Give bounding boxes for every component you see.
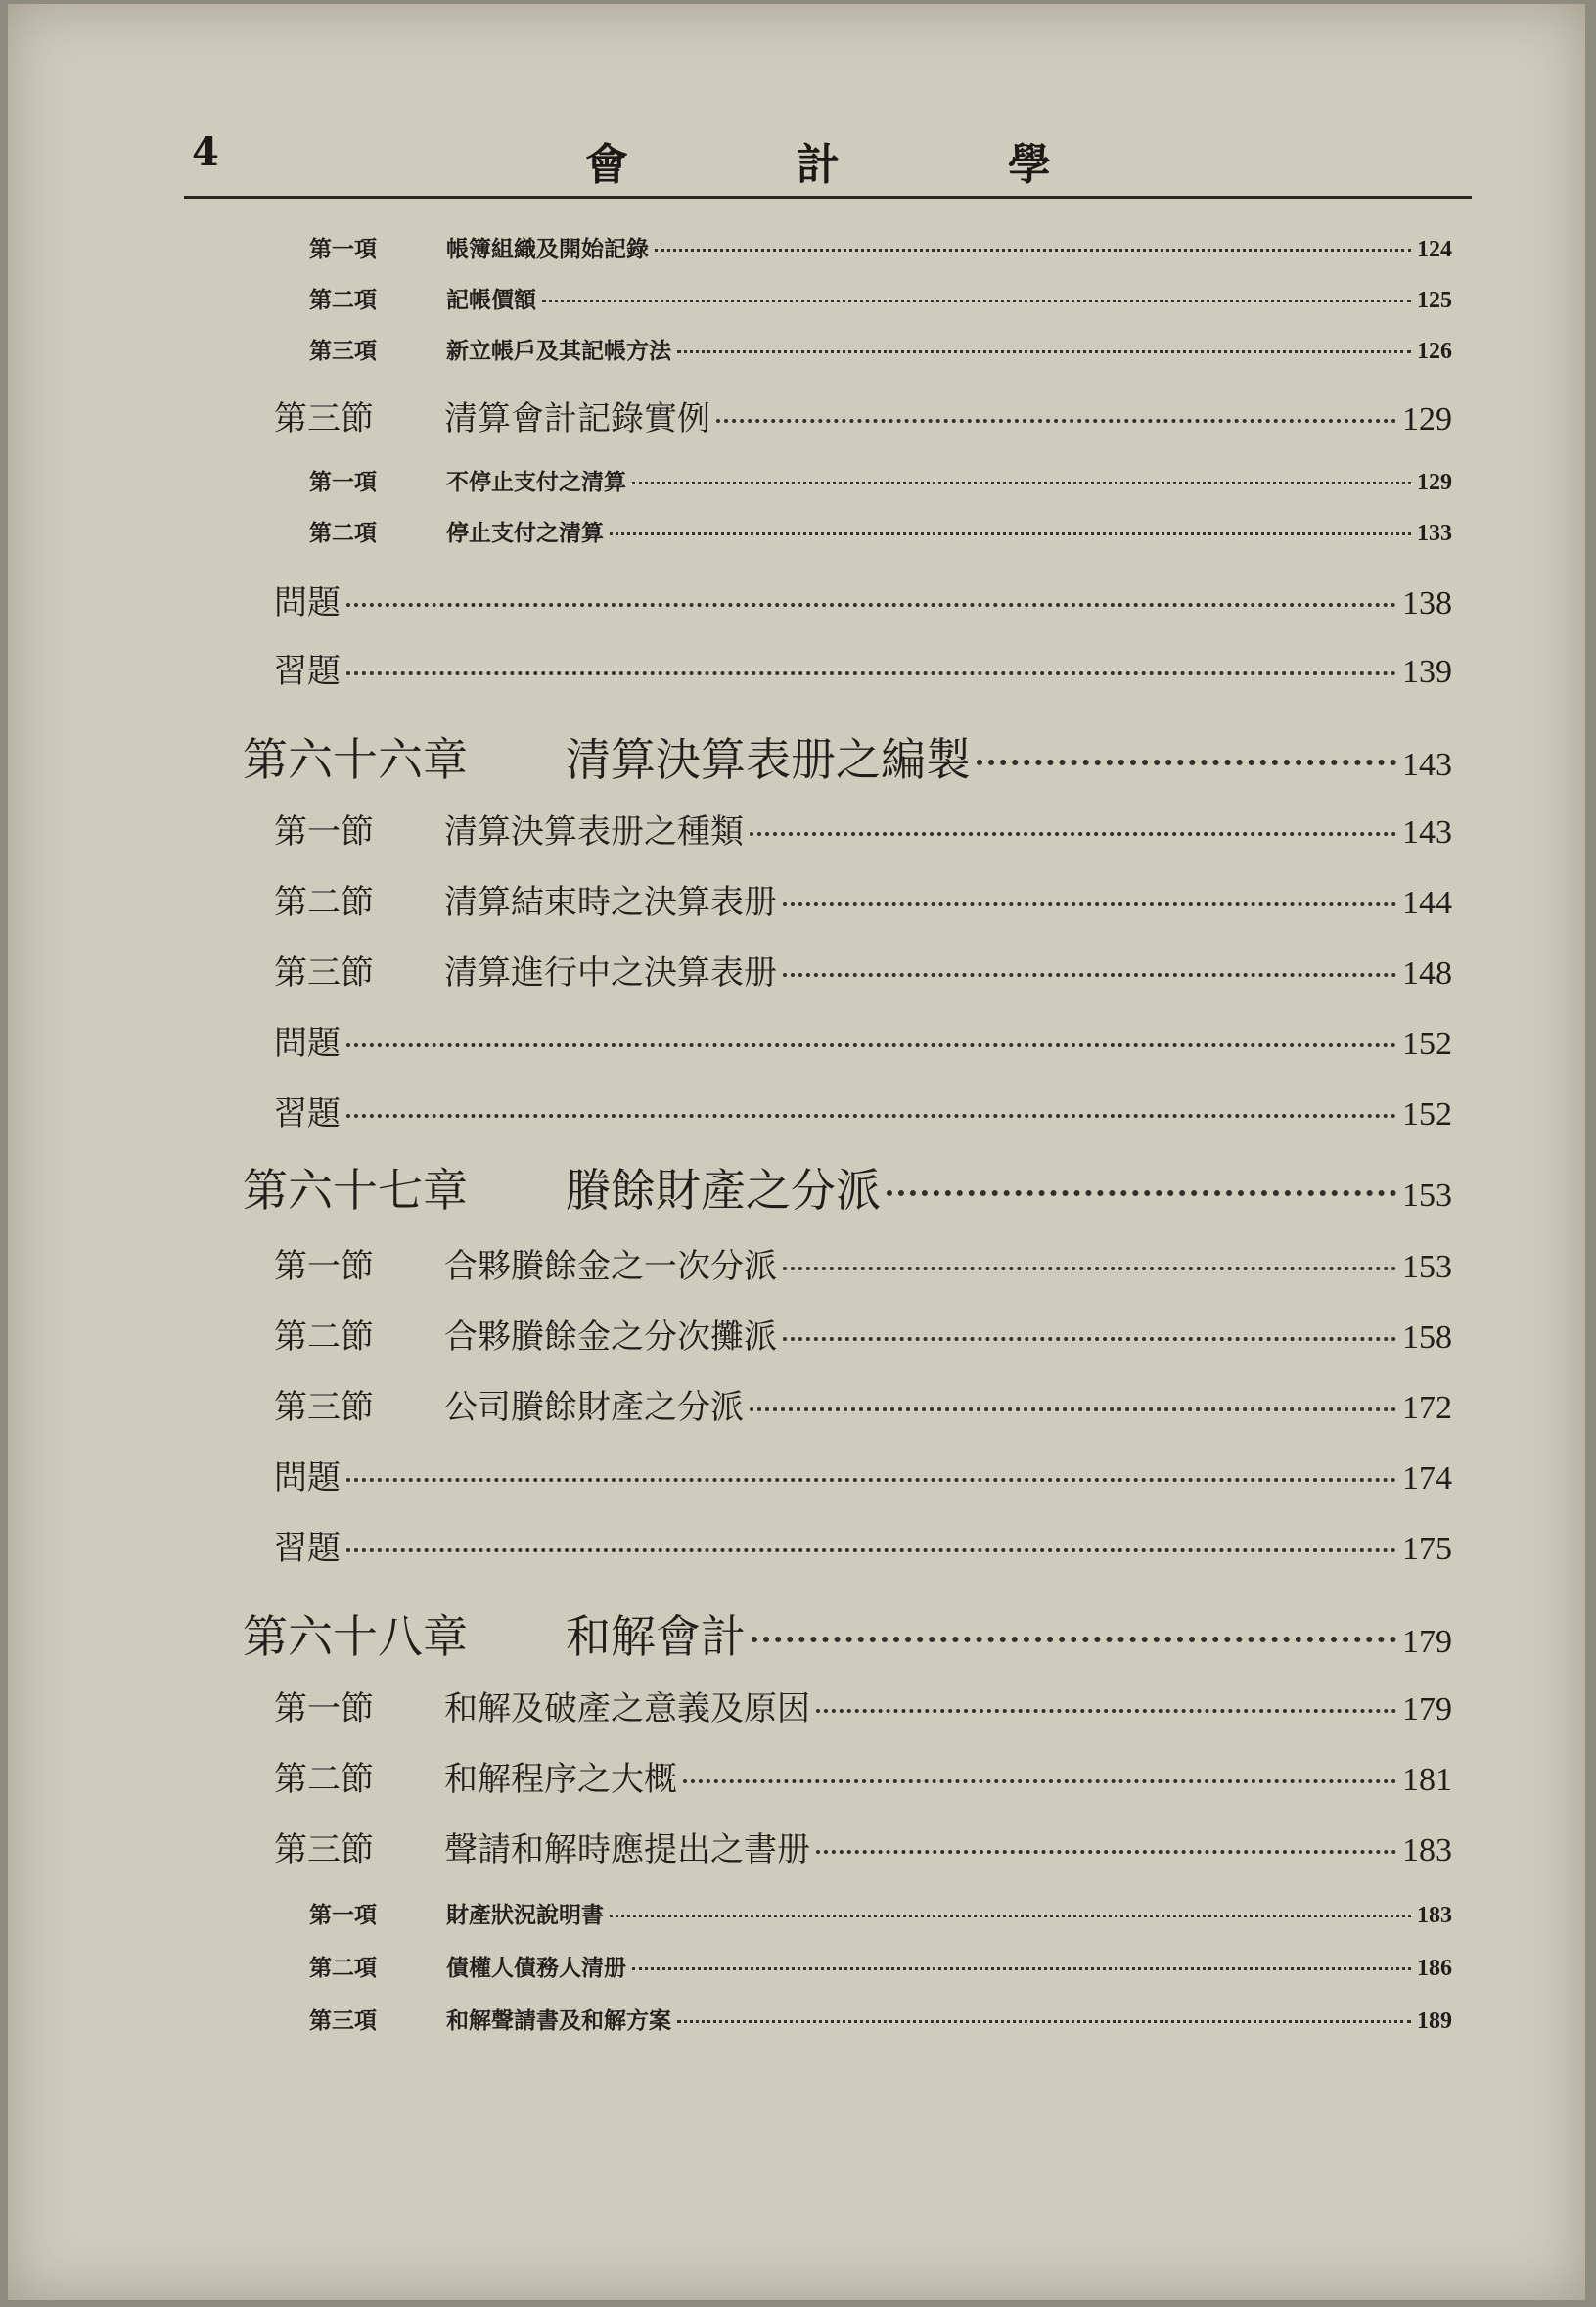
toc-item-entry bbox=[309, 515, 1452, 547]
dot-leader bbox=[346, 1084, 1396, 1118]
dot-leader bbox=[783, 1307, 1396, 1341]
toc-item-title: 新立帳戶及其記帳方法 bbox=[446, 338, 671, 364]
toc-questions-entry bbox=[274, 576, 1452, 623]
dot-leader bbox=[783, 1236, 1396, 1270]
toc-section-entry bbox=[274, 392, 1452, 439]
toc-section-label: 第三節 bbox=[274, 1830, 374, 1869]
toc-section-entry bbox=[274, 1380, 1452, 1428]
toc-page-number: 175 bbox=[1402, 1531, 1452, 1567]
toc-section-label: 第二節 bbox=[274, 1760, 374, 1799]
toc-page-number: 124 bbox=[1417, 237, 1452, 262]
toc-item-entry bbox=[309, 464, 1452, 496]
toc-page-number: 143 bbox=[1402, 747, 1452, 783]
toc-item-label: 第一項 bbox=[309, 1902, 377, 1928]
toc-item-title: 帳簿組織及開始記錄 bbox=[446, 236, 649, 262]
toc-page-number: 183 bbox=[1417, 1903, 1452, 1928]
toc-section-label: 第三節 bbox=[274, 1388, 374, 1427]
toc-section-label: 第二節 bbox=[274, 883, 374, 922]
dot-leader bbox=[610, 512, 1411, 535]
toc-section-label: 第三節 bbox=[274, 399, 374, 438]
dot-leader bbox=[750, 802, 1396, 836]
toc-section-title: 問題 bbox=[274, 1024, 341, 1063]
toc-page-number: 125 bbox=[1417, 288, 1452, 313]
toc-section-title: 和解程序之大概 bbox=[444, 1760, 677, 1799]
running-title-char-3: 學 bbox=[1008, 140, 1051, 190]
dot-leader bbox=[610, 1894, 1411, 1917]
toc-item-label: 第二項 bbox=[309, 1955, 377, 1981]
toc-section-entry bbox=[274, 1239, 1452, 1287]
toc-item-title: 財產狀況說明書 bbox=[446, 1902, 604, 1928]
dot-leader bbox=[683, 1749, 1396, 1783]
dot-leader bbox=[632, 461, 1411, 484]
toc-item-label: 第一項 bbox=[309, 236, 377, 262]
toc-section-entry bbox=[274, 805, 1452, 853]
toc-section-label: 第一節 bbox=[274, 1689, 374, 1729]
toc-chapter-entry bbox=[243, 1155, 1452, 1220]
dot-leader bbox=[783, 872, 1396, 906]
toc-section-entry bbox=[274, 1752, 1452, 1800]
running-title-char-1: 會 bbox=[585, 140, 628, 190]
toc-item-title: 不停止支付之清算 bbox=[446, 469, 626, 495]
toc-item-entry bbox=[309, 1897, 1452, 1929]
toc-exercises-entry bbox=[274, 644, 1452, 692]
dot-leader bbox=[677, 330, 1411, 353]
toc-item-label: 第二項 bbox=[309, 287, 377, 313]
toc-item-label: 第三項 bbox=[309, 2007, 377, 2034]
toc-section-entry bbox=[274, 1310, 1452, 1358]
toc-page-number: 148 bbox=[1402, 955, 1452, 992]
toc-page-number: 174 bbox=[1402, 1460, 1452, 1497]
toc-chapter-label: 第六十八章 bbox=[243, 1610, 468, 1663]
toc-section-title: 習題 bbox=[274, 1529, 341, 1568]
toc-page-number: 144 bbox=[1402, 885, 1452, 921]
toc-exercises-entry bbox=[274, 1086, 1452, 1134]
toc-section-title: 聲請和解時應提出之書册 bbox=[444, 1830, 810, 1869]
dot-leader bbox=[677, 2000, 1411, 2023]
toc-item-title: 債權人債務人清册 bbox=[446, 1955, 626, 1981]
toc-page-number: 133 bbox=[1417, 521, 1452, 546]
page-number: 4 bbox=[192, 129, 219, 175]
dot-leader bbox=[816, 1820, 1396, 1854]
toc-chapter-title: 清算決算表册之編製 bbox=[566, 733, 971, 786]
toc-page-number: 158 bbox=[1402, 1319, 1452, 1356]
toc-page-number: 143 bbox=[1402, 814, 1452, 851]
toc-item-entry bbox=[309, 1950, 1452, 1982]
toc-section-label: 第一節 bbox=[274, 812, 374, 852]
toc-section-entry bbox=[274, 1823, 1452, 1870]
toc-section-entry bbox=[274, 946, 1452, 993]
toc-item-entry bbox=[309, 2003, 1452, 2035]
toc-page-number: 172 bbox=[1402, 1390, 1452, 1426]
toc-page-number: 129 bbox=[1402, 401, 1452, 438]
dot-leader bbox=[716, 389, 1396, 423]
toc-section-title: 清算進行中之決算表册 bbox=[444, 953, 777, 992]
toc-page-number: 153 bbox=[1402, 1177, 1452, 1214]
toc-section-title: 清算會計記錄實例 bbox=[444, 399, 710, 438]
book-page bbox=[8, 4, 1585, 2300]
toc-chapter-title: 賸餘財產之分派 bbox=[566, 1164, 881, 1217]
toc-section-entry bbox=[274, 875, 1452, 923]
toc-section-title: 問題 bbox=[274, 1458, 341, 1498]
toc-page-number: 152 bbox=[1402, 1026, 1452, 1062]
toc-page-number: 179 bbox=[1402, 1624, 1452, 1660]
toc-section-title: 習題 bbox=[274, 1094, 341, 1133]
toc-chapter-label: 第六十六章 bbox=[243, 733, 468, 786]
dot-leader bbox=[977, 719, 1396, 765]
toc-section-title: 習題 bbox=[274, 652, 341, 691]
toc-item-title: 和解聲請書及和解方案 bbox=[446, 2007, 671, 2034]
dot-leader bbox=[346, 1518, 1396, 1552]
dot-leader bbox=[816, 1679, 1396, 1713]
toc-section-label: 第三節 bbox=[274, 953, 374, 992]
toc-page-number: 189 bbox=[1417, 2008, 1452, 2034]
toc-page-number: 152 bbox=[1402, 1096, 1452, 1132]
toc-section-title: 和解及破產之意義及原因 bbox=[444, 1689, 810, 1729]
toc-item-title: 停止支付之清算 bbox=[446, 520, 604, 546]
dot-leader bbox=[346, 641, 1396, 675]
toc-section-label: 第二節 bbox=[274, 1317, 374, 1357]
toc-page-number: 181 bbox=[1402, 1762, 1452, 1798]
toc-page-number: 139 bbox=[1402, 654, 1452, 690]
toc-questions-entry bbox=[274, 1016, 1452, 1064]
toc-section-title: 清算結束時之決算表册 bbox=[444, 883, 777, 922]
toc-section-title: 合夥賸餘金之一次分派 bbox=[444, 1247, 777, 1286]
toc-page-number: 153 bbox=[1402, 1249, 1452, 1285]
page-header bbox=[184, 129, 1472, 198]
toc-item-title: 記帳價額 bbox=[446, 287, 536, 313]
dot-leader bbox=[887, 1150, 1396, 1196]
toc-chapter-title: 和解會計 bbox=[566, 1610, 746, 1663]
dot-leader bbox=[632, 1947, 1411, 1970]
dot-leader bbox=[346, 1013, 1396, 1047]
running-title-char-2: 計 bbox=[797, 140, 840, 190]
toc-item-entry bbox=[309, 282, 1452, 314]
header-rule bbox=[184, 196, 1472, 199]
dot-leader bbox=[346, 573, 1396, 607]
toc-section-entry bbox=[274, 1682, 1452, 1730]
toc-item-entry bbox=[309, 333, 1452, 365]
toc-exercises-entry bbox=[274, 1521, 1452, 1569]
toc-page-number: 179 bbox=[1402, 1691, 1452, 1728]
toc-chapter-entry bbox=[243, 1601, 1452, 1666]
toc-section-title: 合夥賸餘金之分次攤派 bbox=[444, 1317, 777, 1357]
toc-item-label: 第二項 bbox=[309, 520, 377, 546]
dot-leader bbox=[752, 1596, 1396, 1642]
toc-page-number: 138 bbox=[1402, 585, 1452, 622]
toc-item-label: 第一項 bbox=[309, 469, 377, 495]
toc-section-title: 清算決算表册之種類 bbox=[444, 812, 744, 852]
dot-leader bbox=[783, 943, 1396, 977]
toc-page-number: 183 bbox=[1402, 1832, 1452, 1869]
toc-section-title: 公司賸餘財產之分派 bbox=[444, 1388, 744, 1427]
toc-section-label: 第一節 bbox=[274, 1247, 374, 1286]
toc-item-label: 第三項 bbox=[309, 338, 377, 364]
toc-chapter-entry bbox=[243, 724, 1452, 789]
toc-section-title: 問題 bbox=[274, 583, 341, 623]
dot-leader bbox=[655, 228, 1411, 252]
toc-page-number: 186 bbox=[1417, 1956, 1452, 1981]
toc-item-entry bbox=[309, 231, 1452, 263]
toc-chapter-label: 第六十七章 bbox=[243, 1164, 468, 1217]
toc-page-number: 126 bbox=[1417, 339, 1452, 364]
dot-leader bbox=[346, 1448, 1396, 1482]
dot-leader bbox=[750, 1377, 1396, 1411]
dot-leader bbox=[542, 279, 1411, 302]
toc-page-number: 129 bbox=[1417, 470, 1452, 495]
toc-questions-entry bbox=[274, 1451, 1452, 1499]
